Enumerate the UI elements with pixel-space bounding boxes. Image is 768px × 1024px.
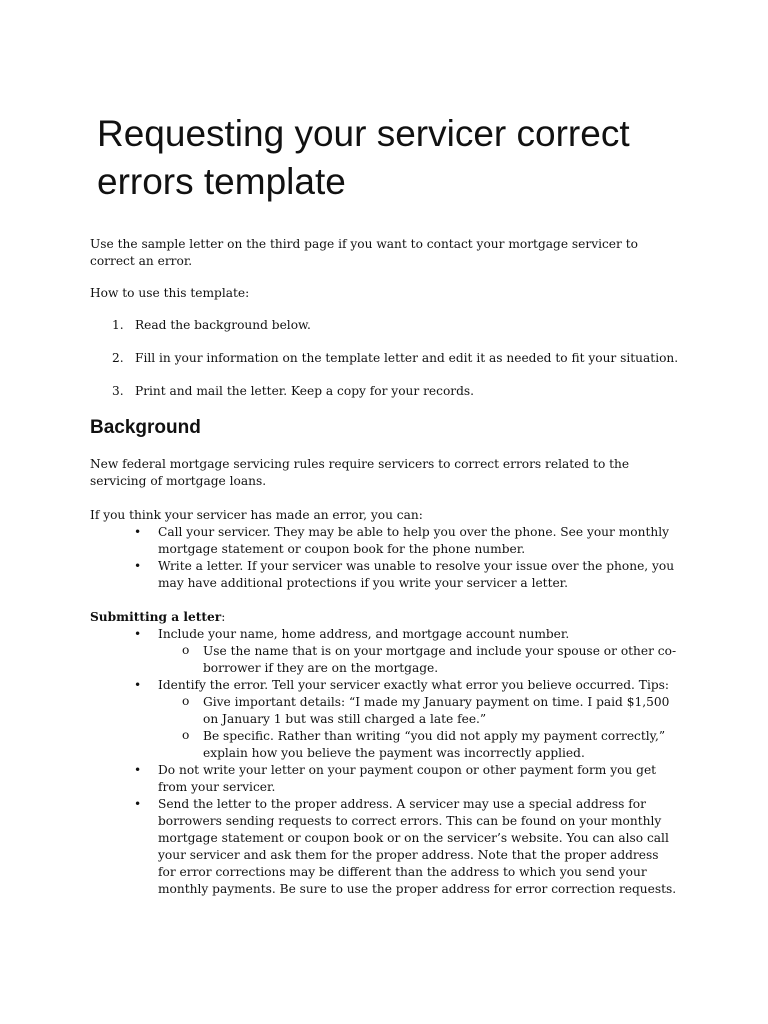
circle-bullet-icon: o: [182, 728, 190, 742]
option-item: [90, 558, 680, 592]
submitting-heading-colon: :: [221, 610, 226, 624]
document-body: [90, 236, 680, 898]
option-text: Write a letter. If your servicer was unable to resolve your issue over the phone, you may have additional protections if you write your servicer a letter.: [158, 559, 675, 590]
sub-item: [158, 643, 680, 677]
bullet-icon: •: [134, 797, 142, 811]
page-title: Requesting your servicer correct errors template: [97, 113, 630, 202]
step-item: [90, 383, 680, 400]
option-text: Call your servicer. They may be able to help you over the phone. See your monthly mortgage statement or coupon book for the phone number.: [158, 525, 670, 556]
circle-bullet-icon: o: [182, 694, 190, 708]
submitting-heading: [90, 609, 680, 626]
submitting-list: [90, 626, 680, 898]
step-item: [90, 317, 680, 334]
option-item: [90, 524, 680, 558]
sub-item: [158, 694, 680, 728]
bullet-icon: •: [134, 678, 142, 692]
options-label: If you think your servicer has made an error, you can:: [90, 508, 423, 522]
bullet-icon: •: [134, 627, 142, 641]
steps-list: [90, 317, 680, 400]
sub-list: [158, 694, 680, 762]
sub-item: [158, 728, 680, 762]
sub-list: [158, 643, 680, 677]
submitting-item-text: Send the letter to the proper address. A servicer may use a special address for borrowers sending requests to correct errors. This can be found on your monthly mortgage statement or coupon book or on the servicer’s website. You can also call your servicer and ask them for the proper address. Note that the proper address for error corrections may be different than the address to which you send your monthly payments. Be sure to use the proper address for error correction requests.: [158, 797, 677, 896]
step-text: Fill in your information on the template letter and edit it as needed to fit your situation.: [135, 351, 679, 365]
intro-paragraph: Use the sample letter on the third page if you want to contact your mortgage servicer to correct an error.: [90, 237, 638, 268]
step-number: 3.: [112, 384, 124, 398]
background-paragraph: New federal mortgage servicing rules require servicers to correct errors related to the servicing of mortgage loans.: [90, 457, 630, 488]
sub-item-text: Be specific. Rather than writing “you did not apply my payment correctly,” explain how you believe the payment was incorrectly applied.: [203, 729, 666, 760]
bullet-icon: •: [134, 763, 142, 777]
circle-bullet-icon: o: [182, 643, 190, 657]
submitting-item: [90, 626, 680, 677]
submitting-item-text: Include your name, home address, and mortgage account number.: [158, 627, 570, 641]
step-item: [90, 350, 680, 367]
step-text: Print and mail the letter. Keep a copy for your records.: [135, 384, 475, 398]
submitting-heading-text: Submitting a letter: [90, 610, 222, 624]
submitting-item: [90, 762, 680, 796]
howto-label: How to use this template:: [90, 286, 250, 300]
sub-item-text: Use the name that is on your mortgage and include your spouse or other co-borrower if they are on the mortgage.: [203, 644, 677, 675]
background-heading: Background: [90, 417, 201, 438]
step-number: 1.: [112, 318, 124, 332]
submitting-item: [90, 796, 680, 898]
bullet-icon: •: [134, 559, 142, 573]
options-list: [90, 524, 680, 592]
submitting-item-text: Identify the error. Tell your servicer exactly what error you believe occurred. Tips:: [158, 678, 669, 692]
submitting-item-text: Do not write your letter on your payment coupon or other payment form you get from your servicer.: [158, 763, 657, 794]
document-page: [90, 110, 680, 898]
submitting-item: [90, 677, 680, 762]
step-text: Read the background below.: [135, 318, 311, 332]
step-number: 2.: [112, 351, 124, 365]
sub-item-text: Give important details: “I made my January payment on time. I paid $1,500 on January 1 but was still charged a late fee.”: [203, 695, 670, 726]
bullet-icon: •: [134, 525, 142, 539]
